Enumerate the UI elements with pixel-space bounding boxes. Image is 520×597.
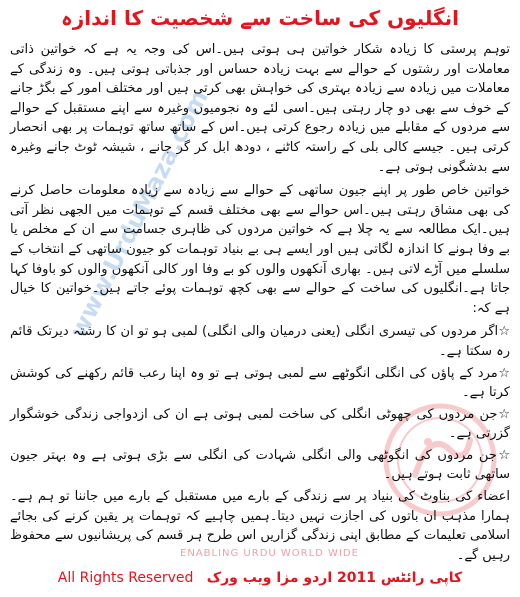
copyright-urdu: کاپی رائٹس 2011 اردو مزا ویب ورک (206, 570, 463, 586)
list-item: ☆جن مردوں کی انگوٹھی والی انگلی شہادت کی انگلی سے بڑی ہوتی ہے وہ بہتر جیون ساتھی ثابت ہوتے ہیں۔ (10, 447, 510, 483)
paragraph: توہم پرستی کا زیادہ شکار خواتین ہی ہوتی ہیں۔اس کی وجہ یہ ہے کہ خواتین ذاتی معاملات اور رشتوں کے حوالے سے بہت زیادہ حساس اور جذباتی ہوتی ہیں۔ وہ زندگی کے معاملات میں زیادہ سے زیادہ بہتری کی خواہش بھی کرتی ہیں اور مختلف امور کے بگڑ جانے کے خوف سے بھی دو چار رہتی ہیں۔اسی لئے وہ نجومیوں وغیرہ سے اپنے مستقبل کے حوالے سے مردوں کے مقابلے میں زیادہ رجوع کرتی ہیں۔اس کے ساتھ ساتھ توہمات پر بھی انحصار کرتی ہیں۔ جیسے کالی بلی کے راستہ کاٹنے ، دودھ ابل کر گر جانے ، شیشہ ٹوٹ جانے وغیرہ سے بدشگونی ہوتی ہے۔ (10, 42, 510, 175)
copyright-footer (0, 568, 520, 588)
copyright-english: All Rights Reserved (57, 570, 194, 586)
watermark-tagline: ENABLING URDU WORLD WIDE (180, 548, 359, 559)
closing-paragraph: اعضاء کی بناوٹ کی بنیاد پر سے زندگی کے بارے میں مستقبل کے بارے میں جاننا تو ہم ہے۔ ہمارا مذہب ان باتوں کی اجازت نہیں دیتا۔ہمیں چاہیے کہ توہمات پر یقین کرنے کی بجائے اسلامی تعلیمات کے مطابق اپنی زندگی گزاریں اس طرح ہر قسم کی پریشانیوں سے محفوظ رہیں گے۔ (10, 489, 510, 563)
list-item: ☆مرد کے پاؤں کی انگلی انگوٹھے سے لمبی ہوتی ہے تو وہ اپنا رعب قائم رکھنے کی کوشش کرتا ہے۔ (10, 365, 510, 401)
watermark-site-url: www.UrduMaza.com (64, 85, 214, 343)
list-item: ☆اگر مردوں کی تیسری انگلی (یعنی درمیان والی انگلی) لمبی ہو تو ان کا رشتہ دیرتک قائم رہ سکتا ہے۔ (10, 324, 510, 359)
article-title: انگلیوں کی ساخت سے شخصیت کا اندازہ (61, 6, 459, 30)
paragraph: خواتین خاص طور پر اپنے جیون ساتھی کے حوالے سے زیادہ سے زیادہ معلومات حاصل کرنے کی بھی مشاق رہتی ہیں۔اس حوالے سے بھی مختلف قسم کے توہمات میں الجھی نظر آتی ہیں۔ایک مطالعہ سے یہ چلا ہے کہ خواتین مردوں کی ظاہری جسامت سے ان کے مخلص یا بے وفا ہونے کا اندازہ لگاتی ہیں اور ایسے ہی بے بنیاد توہمات کو جیون ساتھی کے انتخاب کے سلسلے میں آڑے لاتی ہیں۔ بھاری آنکھوں والوں کو بے وفا اور کالی آنکھوں والوں کو باوفا کہا جاتا ہے۔انگلیوں کی ساخت کے حوالے سے بھی کچھ توہمات پوئے جاتے ہیں۔خواتین کا خیال ہے کہ: (10, 183, 510, 316)
article-body (10, 40, 510, 569)
list-item: ☆جن مردوں کی چھوٹی انگلی کی ساخت لمبی ہوتی ہے ان کی ازدواجی زندگی خوشگوار گزرتی ہے۔ (10, 406, 510, 442)
